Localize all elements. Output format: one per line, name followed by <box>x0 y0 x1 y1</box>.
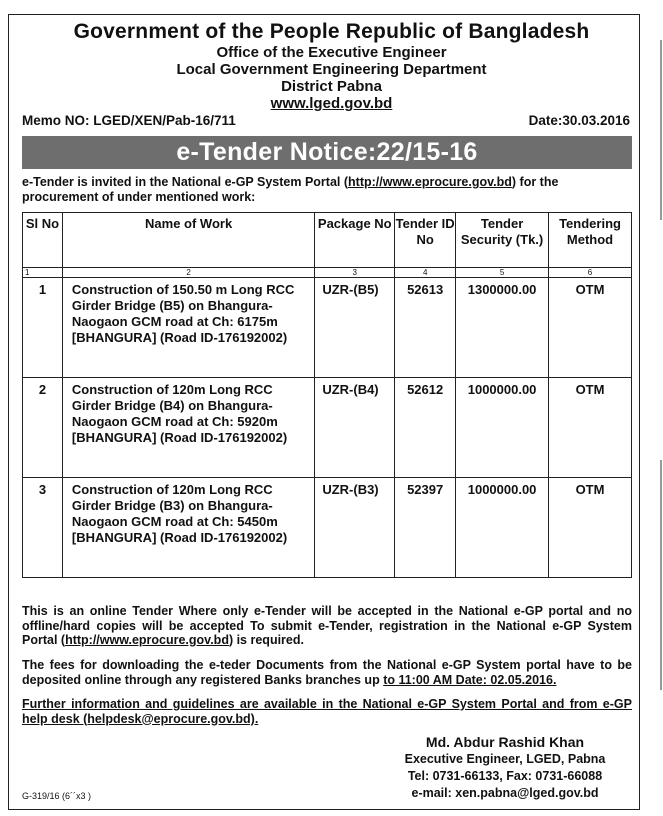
column-index: 3 <box>315 268 395 278</box>
intro-text: e-Tender is invited in the National e-GP System Portal ( <box>22 175 349 189</box>
department-title: Local Government Engineering Department <box>176 61 487 78</box>
tender-table <box>22 212 632 578</box>
cell-security: 1300000.00 <box>456 278 549 378</box>
table-row <box>23 278 632 378</box>
ad-code: G-319/16 (6´´x3 ) <box>22 791 92 801</box>
header-sl: Sl No <box>23 213 63 268</box>
cell-security: 1000000.00 <box>456 478 549 578</box>
deadline-text: to 11:00 AM Date: 02.05.2016. <box>383 672 557 687</box>
eprocure-link[interactable]: http://www.eprocure.gov.bd <box>65 633 229 647</box>
cell-tender-id: 52613 <box>395 278 456 378</box>
eprocure-link[interactable]: http://www.eprocure.gov.bd <box>348 175 512 189</box>
paragraph-text: This is an online Tender Where only e-Tender will be accepted in the National e-GP portal and no offline/hard copies will be accepted To submit e-Tender, registration in the National e-GP System Portal ( <box>22 604 632 647</box>
cell-security: 1000000.00 <box>456 378 549 478</box>
cell-method: OTM <box>549 378 632 478</box>
intro-text: ) for the procurement of under mentioned work: <box>22 175 559 204</box>
cell-work: Construction of 120m Long RCC Girder Bridge (B4) on Bhangura-Naogaon GCM road at Ch: 5920m [BHANGURA] (Road ID-176192002) <box>62 378 314 478</box>
cell-package: UZR-(B4) <box>315 378 395 478</box>
header-security: Tender Security (Tk.) <box>456 213 549 268</box>
paragraph-text: ) is required. <box>228 633 304 647</box>
column-index: 1 <box>23 268 63 278</box>
signatory-title: Executive Engineer, LGED, Pabna <box>404 752 606 766</box>
memo-number: Memo NO: LGED/XEN/Pab-16/711 <box>22 113 236 128</box>
table-header-row <box>23 213 632 268</box>
column-index: 5 <box>456 268 549 278</box>
column-index: 6 <box>549 268 632 278</box>
header-work: Name of Work <box>62 213 314 268</box>
cell-sl: 1 <box>23 278 63 378</box>
cell-method: OTM <box>549 278 632 378</box>
cell-tender-id: 52397 <box>395 478 456 578</box>
signatory-phone: Tel: 0731-66133, Fax: 0731-66088 <box>407 769 603 783</box>
header-tender-id: Tender ID No <box>395 213 456 268</box>
notice-date: Date:30.03.2016 <box>528 113 630 128</box>
header-method: Tendering Method <box>549 213 632 268</box>
cell-work: Construction of 150.50 m Long RCC Girder Bridge (B5) on Bhangura-Naogaon GCM road at Ch: 6175m [BHANGURA] (Road ID-176192002) <box>62 278 314 378</box>
cell-sl: 3 <box>23 478 63 578</box>
header-package: Package No <box>315 213 395 268</box>
column-index: 2 <box>62 268 314 278</box>
fees-paragraph <box>22 658 632 687</box>
further-info-paragraph: Further information and guidelines are available in the National e-GP System Portal and from e-GP help desk (helpdesk@eprocure.gov.bd). <box>22 697 632 726</box>
government-title: Government of the People Republic of Bangladesh <box>73 20 590 43</box>
intro-paragraph <box>22 175 632 205</box>
online-tender-paragraph <box>22 604 632 648</box>
table-row <box>23 478 632 578</box>
paragraph-text: The fees for downloading the e-teder Documents from the National e-GP System portal have to be deposited online through any registered Banks branches up <box>22 658 632 687</box>
column-index: 4 <box>395 268 456 278</box>
signatory-name: Md. Abdur Rashid Khan <box>425 734 585 750</box>
signatory-email: e-mail: xen.pabna@lged.gov.bd <box>411 786 599 800</box>
office-title: Office of the Executive Engineer <box>216 44 447 61</box>
cell-sl: 2 <box>23 378 63 478</box>
cell-method: OTM <box>549 478 632 578</box>
cell-package: UZR-(B5) <box>315 278 395 378</box>
cell-package: UZR-(B3) <box>315 478 395 578</box>
page-edge-mark <box>660 460 662 690</box>
website-link[interactable]: www.lged.gov.bd <box>270 95 393 112</box>
table-row <box>23 378 632 478</box>
column-index-row <box>23 268 632 278</box>
cell-tender-id: 52612 <box>395 378 456 478</box>
cell-work: Construction of 120m Long RCC Girder Bridge (B3) on Bhangura-Naogaon GCM road at Ch: 5450m [BHANGURA] (Road ID-176192002) <box>62 478 314 578</box>
district-title: District Pabna <box>281 78 382 95</box>
notice-banner: e-Tender Notice:22/15-16 <box>22 136 632 169</box>
